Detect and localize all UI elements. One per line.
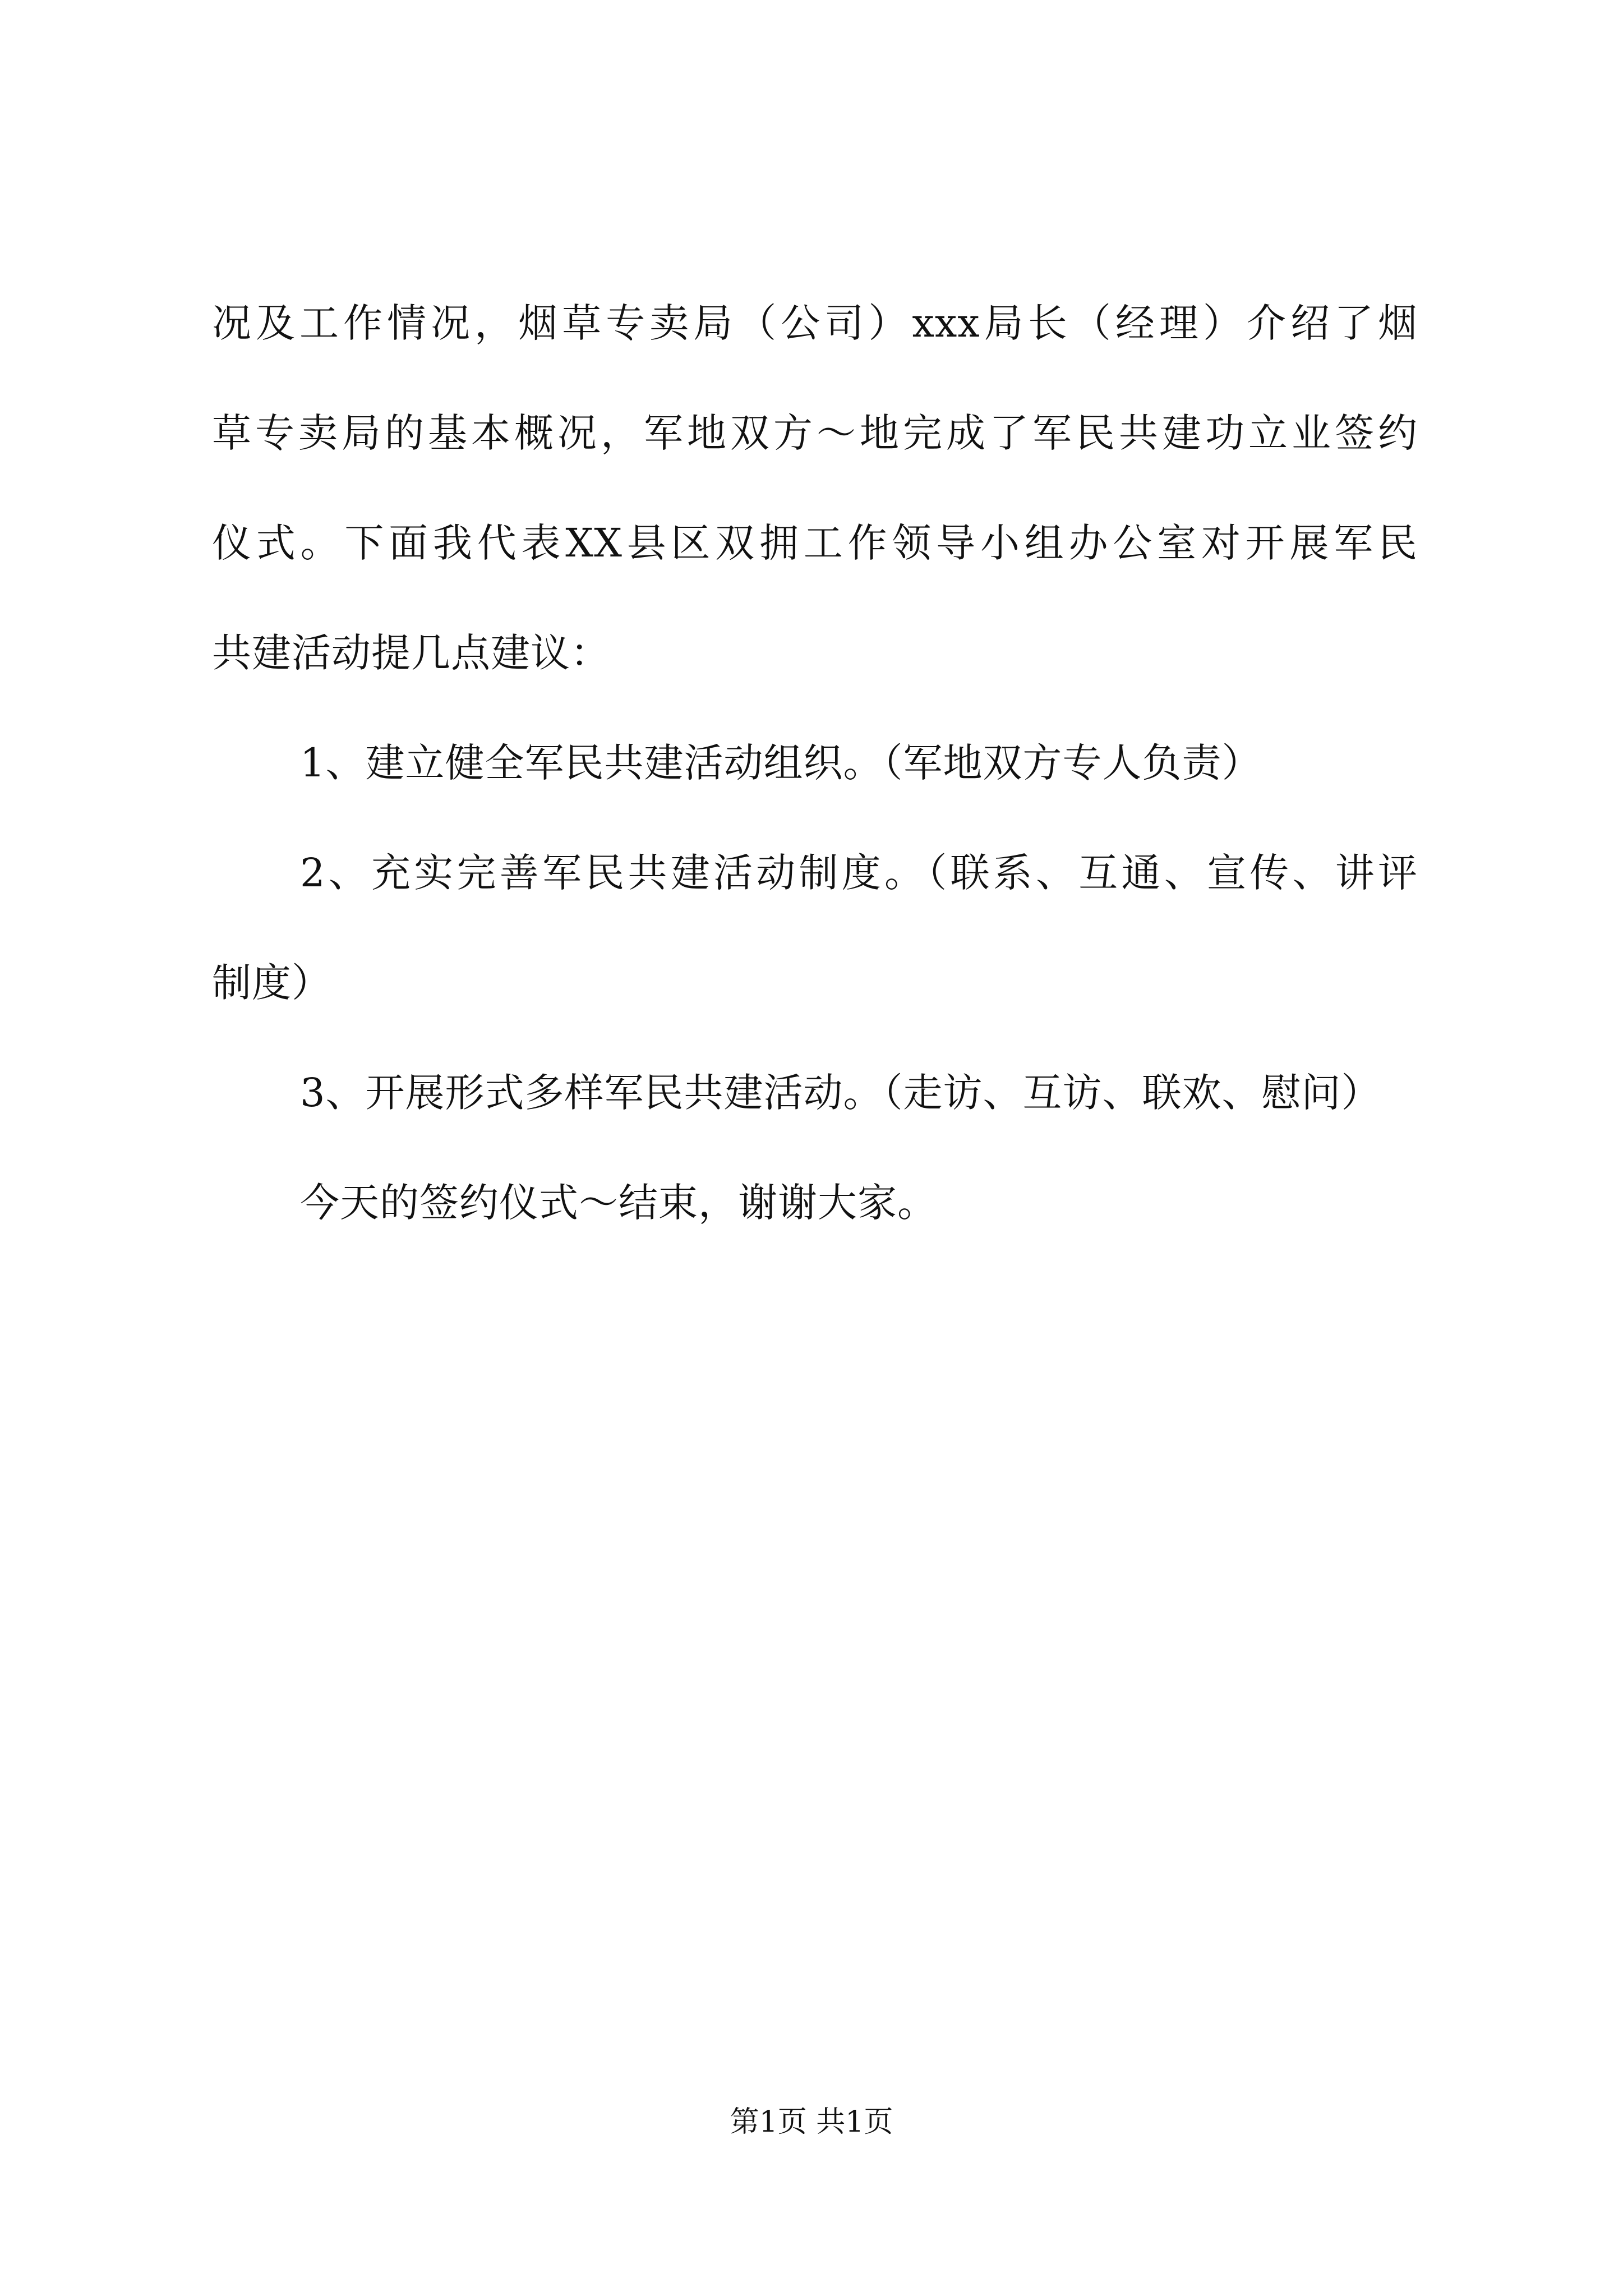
text-line: 仪式。下面我代表XX县区双拥工作领导小组办公室对开展军民 xyxy=(212,520,1418,566)
list-item-2-continued: 制度） xyxy=(212,960,331,1006)
text-line: 况及工作情况，烟草专卖局（公司）xxx局长（经理）介绍了烟 xyxy=(212,300,1418,346)
list-item-2: 2、充实完善军民共建活动制度。（联系、互通、宣传、讲评 xyxy=(300,850,1418,896)
text-line: 草专卖局的基本概况，军地双方～地完成了军民共建功立业签约 xyxy=(212,410,1418,456)
closing-line: 今天的签约仪式～结束，谢谢大家。 xyxy=(300,1180,937,1226)
list-item-3: 3、开展形式多样军民共建活动。（走访、互访、联欢、慰问） xyxy=(300,1070,1381,1116)
list-item-1: 1、建立健全军民共建活动组织。（军地双方专人负责） xyxy=(300,740,1262,786)
page-footer: 第1页 共1页 xyxy=(730,2105,893,2139)
text-line: 共建活动提几点建议： xyxy=(212,630,610,676)
document-body xyxy=(212,268,1418,1258)
